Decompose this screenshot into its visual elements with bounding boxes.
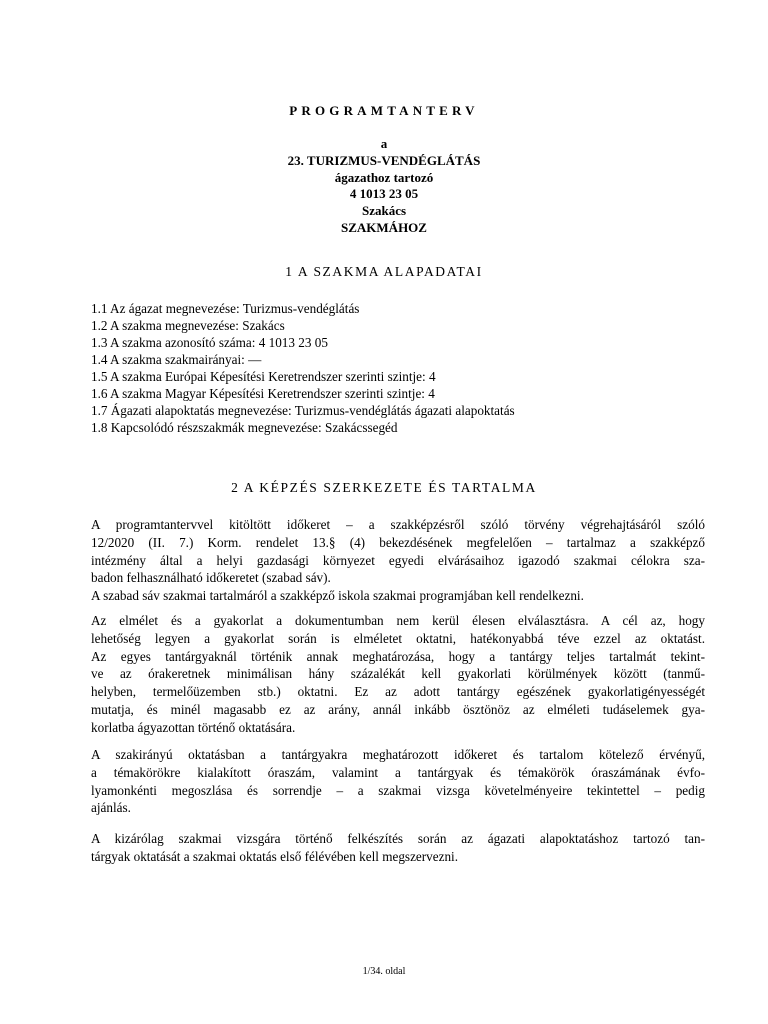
list-item: 1.6 A szakma Magyar Képesítési Keretrendszer szerinti szintje: 4	[91, 386, 435, 401]
list-item: 1.5 A szakma Európai Képesítési Keretrendszer szerinti szintje: 4	[91, 369, 436, 384]
list-item: 1.2 A szakma megnevezése: Szakács	[91, 318, 285, 333]
paragraph-line: Az egyes tantárgyaknál történik annak meghatározása, hogy a tantárgy teljes tartalmát tekint-	[91, 648, 705, 664]
document-header	[0, 136, 768, 237]
paragraph-vocational-education	[91, 746, 705, 817]
list-item: 1.8 Kapcsolódó részszakmák megnevezése: Szakácssegéd	[91, 420, 398, 435]
paragraph-line: A programtantervvel kitöltött időkeret – a szakképzésről szóló törvény végrehajtásáról szóló	[91, 517, 705, 532]
paragraph-line: helyben, termelőüzemben stb.) oktatni. Ez az adott tantárgy egészének gyakorlatigényességét	[91, 684, 705, 700]
paragraph-line: tárgyak oktatását a szakmai oktatás első félévében kell megszervezni.	[91, 848, 459, 864]
header-sector: 23. TURIZMUS-VENDÉGLÁTÁS	[287, 152, 481, 168]
header-profession-upper: SZAKMÁHOZ	[341, 219, 427, 235]
list-item: 1.7 Ágazati alapoktatás megnevezése: Turizmus-vendéglátás ágazati alapoktatás	[91, 403, 515, 418]
paragraph-line: 12/2020 (II. 7.) Korm. rendelet 13.§ (4) bekezdésének megfelelően – tartalmaz a szakképző	[91, 534, 705, 550]
paragraph-line: ve az órakeretnek minimálisan hány százalékát kell gyakorlati körülmények között (tanmű-	[91, 666, 705, 682]
paragraph-line: mutatja, és minél magasabb ez az arány, annál inkább ösztönöz az elméleti tudáselemek gya-	[91, 701, 705, 717]
paragraph-line: ajánlás.	[91, 800, 131, 816]
page-number: 1/34. oldal	[362, 966, 406, 977]
paragraph-line: a témakörökre kialakított óraszám, valamint a tantárgyak és témakörök óraszámának évfo-	[91, 764, 705, 780]
header-profession: Szakács	[361, 203, 407, 219]
paragraph-line: A kizárólag szakmai vizsgára történő felkészítés során az ágazati alapoktatáshoz tartozó tan-	[91, 831, 705, 846]
section-1-heading: 1 A SZAKMA ALAPADATAI	[285, 264, 483, 279]
paragraph-line: lyamonkénti megoszlása és sorrendje – a szakmai vizsga követelményeire tekintettel – pedig	[91, 782, 705, 798]
paragraph-exam-preparation	[91, 830, 705, 866]
paragraph-line: badon felhasználható időkeretet (szabad sáv).	[91, 570, 331, 586]
document-title: PROGRAMTANTERV	[289, 103, 479, 118]
paragraph-line: A szakirányú oktatásban a tantárgyakra meghatározott időkeret és tartalom kötelező érvényű,	[91, 747, 705, 762]
basic-data-list	[91, 300, 691, 436]
list-item: 1.3 A szakma azonosító száma: 4 1013 23 05	[91, 335, 328, 350]
section-2-heading: 2 A KÉPZÉS SZERKEZETE ÉS TARTALMA	[231, 480, 537, 495]
paragraph-line: A szabad sáv szakmai tartalmáról a szakképző iskola szakmai programjában kell rendelkezni.	[91, 588, 584, 604]
list-item: 1.4 A szakma szakmairányai: ―	[91, 352, 262, 367]
paragraph-line: lehetőség legyen a gyakorlat során is elméletet oktatni, hatékonyabbá téve ezzel az oktatást.	[91, 630, 705, 646]
paragraph-line: Az elmélet és a gyakorlat a dokumentumban nem kerül élesen elválasztásra. A cél az, hogy	[91, 613, 705, 628]
list-item: 1.1 Az ágazat megnevezése: Turizmus-vendéglátás	[91, 301, 360, 316]
header-belongs: ágazathoz tartozó	[334, 169, 434, 185]
header-line-a: a	[380, 136, 388, 151]
paragraph-time-frame	[91, 516, 705, 605]
header-code: 4 1013 23 05	[349, 186, 419, 202]
paragraph-theory-practice	[91, 612, 705, 737]
paragraph-line: intézmény által a helyi gazdasági környezet egyedi elvárásaihoz igazodó szakmai célokra sza-	[91, 552, 705, 568]
paragraph-line: korlatba ágyazottan történő oktatására.	[91, 719, 296, 735]
